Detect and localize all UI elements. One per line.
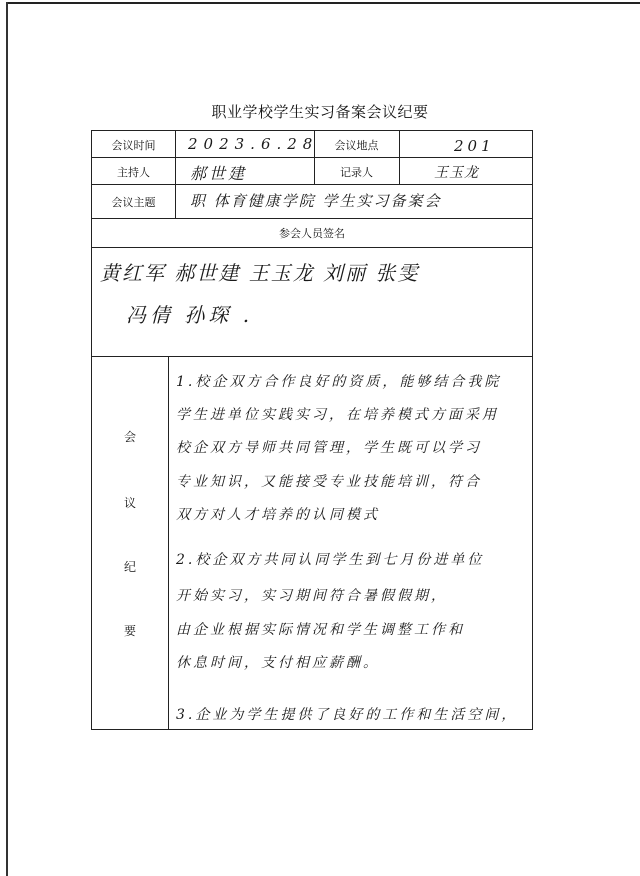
row-divider — [92, 247, 532, 248]
minutes-label-char: 纪 — [123, 560, 136, 574]
meeting-time-value: 2023.6.28 — [188, 135, 319, 153]
meeting-place-value: 201 — [454, 137, 495, 155]
minutes-line: 校企双方导师共同管理，学生既可以学习 — [176, 440, 482, 456]
recorder-value: 王玉龙 — [434, 165, 479, 181]
minutes-line: 专业知识，又能接受专业技能培训，符合 — [176, 474, 482, 490]
attendee-signatures-row-2: 冯倩 孙琛 . — [126, 303, 254, 327]
column-divider — [399, 131, 400, 184]
minutes-line: 3.企业为学生提供了良好的工作和生活空间， — [176, 707, 519, 723]
attendee-signatures-row-1: 黄红军 郝世建 王玉龙 刘丽 张雯 — [100, 261, 420, 285]
scan-edge-left — [6, 2, 8, 876]
topic-label: 会议主题 — [111, 196, 156, 209]
scan-edge-top — [6, 2, 640, 4]
meeting-place-label: 会议地点 — [334, 139, 379, 152]
minutes-line: 双方对人才培养的认同模式 — [176, 507, 380, 523]
column-divider — [175, 131, 176, 218]
host-label: 主持人 — [117, 166, 150, 179]
minutes-label-char: 要 — [123, 624, 136, 638]
minutes-line: 1.校企双方合作良好的资质，能够结合我院 — [176, 374, 502, 390]
document-title: 职业学校学生实习备案会议纪要 — [211, 103, 429, 121]
row-divider — [92, 157, 532, 158]
minutes-line: 开始实习，实习期间符合暑假假期， — [176, 588, 448, 604]
minutes-line: 由企业根据实际情况和学生调整工作和 — [176, 622, 465, 638]
column-divider — [168, 356, 169, 730]
meeting-minutes-form — [91, 130, 533, 730]
attendees-label: 参会人员签名 — [279, 227, 345, 240]
recorder-label: 记录人 — [340, 166, 373, 179]
row-divider — [92, 218, 532, 219]
host-value: 郝世建 — [190, 164, 248, 183]
minutes-label-char: 会 — [123, 430, 136, 444]
topic-value: 职 体育健康学院 学生实习备案会 — [190, 192, 442, 210]
minutes-line: 休息时间，支付相应薪酬。 — [176, 655, 380, 671]
minutes-label-char: 议 — [123, 496, 136, 510]
minutes-line: 2.校企双方共同认同学生到七月份进单位 — [176, 552, 485, 568]
row-divider — [92, 184, 532, 185]
row-divider — [92, 356, 532, 357]
meeting-time-label: 会议时间 — [111, 139, 156, 152]
minutes-line: 学生进单位实践实习，在培养模式方面采用 — [176, 407, 499, 423]
